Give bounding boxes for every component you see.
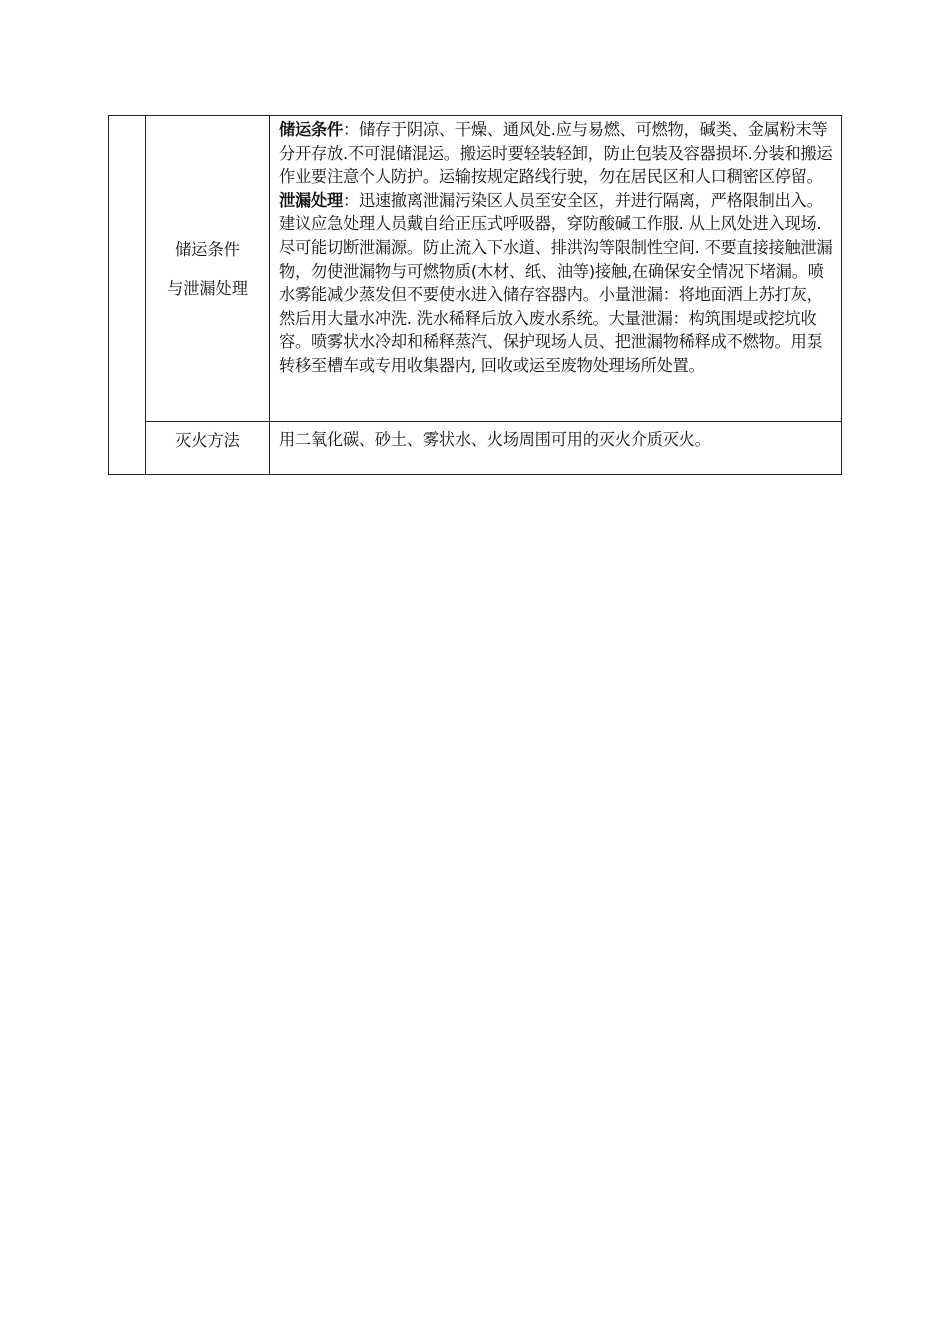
row-label-fire [146,422,270,475]
table-row [109,116,842,422]
row-content-storage [270,116,842,422]
document-table [108,115,842,475]
leak-heading: 泄漏处理 [279,190,343,210]
table-row [109,422,842,475]
leak-text: ：迅速撤离泄漏污染区人员至安全区，并进行隔离，严格限制出入。建议应急处理人员戴自给正压式呼吸器，穿防酸碱工作服. 从上风处进入现场. 尽可能切断泄漏源。防止流入下水道、排洪沟等限制性空间. 不要直接接触泄漏物，勿使泄漏物与可燃物质(木材、纸、油等)接触,在确保安全情况下堵漏。喷水雾能减少蒸发但不要使水进入储存容器内。小量泄漏：将地面洒上苏打灰，然后用大量水冲洗. 洗水稀释后放入废水系统。大量泄漏：构筑围堤或挖坑收容。喷雾状水冷却和稀释蒸汽、保护现场人员、把泄漏物稀释成不燃物。用泵转移至槽车或专用收集器内, 回收或运至废物处理场所处置。 [279,190,833,375]
label-line: 储运条件 [175,239,240,259]
label-line: 与泄漏处理 [167,278,248,298]
row-label-storage [146,116,270,422]
label-line: 灭火方法 [175,431,240,450]
storage-heading: 储运条件 [279,120,343,139]
index-cell [109,116,146,475]
storage-text: ：储存于阴凉、干燥、通风处.应与易燃、可燃物，碱类、金属粉末等分开存放.不可混储混运。搬运时要轻装轻卸，防止包装及容器损坏.分装和搬运作业要注意个人防护。运输按规定路线行驶，勿在居民区和人口稠密区停留。 [279,120,833,187]
row-content-fire: 用二氧化碳、砂土、雾状水、火场周围可用的灭火介质灭火。 [270,422,842,475]
